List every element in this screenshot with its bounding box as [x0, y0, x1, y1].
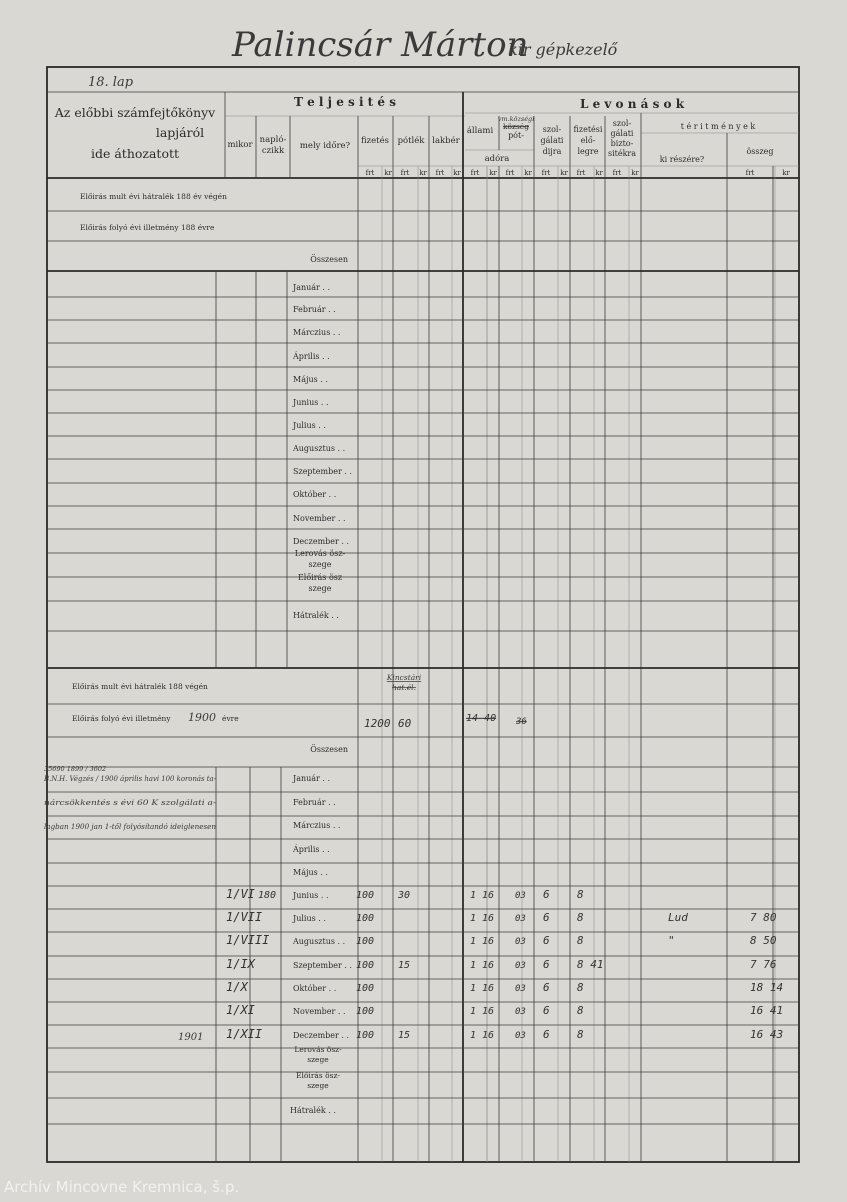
s2-month: November . . [293, 1007, 346, 1016]
unit-kr: kr [489, 169, 497, 177]
unit-kr: kr [560, 169, 568, 177]
col-mikor: mikor [227, 140, 253, 150]
col-fizetes: fizetés [361, 136, 389, 146]
s2-month: Május . . [293, 868, 328, 877]
s1-eloiras: Előirás ösz [297, 573, 343, 582]
col-bizt-4: sitékra [607, 149, 637, 158]
col-bizt-2: gálati [610, 129, 634, 138]
col-allami: állami [466, 126, 494, 136]
unit-kr: kr [384, 169, 392, 177]
entry-osszeg: 18 14 [750, 981, 784, 994]
col-ki-reszere: ki részére? [659, 155, 705, 164]
s2-month: Október . . [293, 984, 337, 993]
entry-allami: 1 16 [470, 936, 495, 947]
unit-frt: frt [541, 169, 551, 177]
year-mark: 1901 [178, 1032, 204, 1043]
entry-allami: 1 16 [470, 1030, 495, 1041]
entry-szolg: 6 [543, 1028, 550, 1041]
s2-lerovas: szege [307, 1055, 329, 1064]
entry-ki: " [668, 934, 675, 947]
entry-osszeg: 8 50 [750, 934, 777, 947]
stamp-1: Kincstári [386, 673, 422, 682]
header-levonasok: L e v o n á s o k [579, 97, 685, 111]
entry-kozsegi: 03 [515, 937, 526, 947]
s1-hatralek-label: Hátralék . . [293, 611, 339, 620]
entry-allami: 1 16 [470, 1006, 495, 1017]
col-kozsegi-3: pót- [508, 131, 524, 140]
entry-eloleg: 8 [577, 934, 584, 947]
col-kozsegi-1: vm.községi [497, 115, 535, 123]
s1-month: Január . . [293, 283, 331, 292]
entry-fizetes: 100 [356, 890, 375, 901]
entry-mikor: 1/VIII [226, 933, 270, 947]
s2-month: Márczius . . [293, 821, 341, 830]
entry-mikor: 1/VI [226, 887, 255, 901]
entry-eloleg: 8 [577, 888, 584, 901]
unit-frt: frt [365, 169, 375, 177]
col-bizt-1: szol- [612, 119, 632, 128]
entry-potlek: 15 [398, 960, 411, 971]
note-line-1: 35690 1899 / 3602 [44, 765, 107, 773]
s2-eloiras: szege [307, 1081, 329, 1090]
entry-fizetes: 100 [356, 936, 375, 947]
s2-evre: évre [222, 714, 239, 723]
s2-illetmeny: Előirás folyó évi illetmény [72, 714, 171, 723]
s2-osszesen: Összesen [310, 745, 348, 754]
entry-allami: 1 16 [470, 960, 495, 971]
unit-kr: kr [419, 169, 427, 177]
col-szolg-3: dijra [542, 147, 562, 156]
col-lakber: lakbér [432, 136, 460, 146]
entry-szolg: 6 [543, 911, 550, 924]
entry-eloleg: 8 [577, 1028, 584, 1041]
illetmeny-allami: 14 40 [466, 713, 497, 724]
entry-potlek: 15 [398, 1030, 411, 1041]
employee-role: kir gépkezelő [508, 40, 618, 59]
entry-fizetes: 100 [356, 1006, 375, 1017]
s1-eloiras: szege [308, 584, 332, 593]
s1-hatralek: Előirás mult évi hátralék 188 év végén [80, 192, 227, 201]
entry-szolg: 6 [543, 981, 550, 994]
unit-kr: kr [782, 169, 790, 177]
s1-month: Szeptember . . [293, 467, 352, 476]
s2-month: Julius . . [293, 914, 326, 923]
s2-month: Szeptember . . [293, 961, 352, 970]
s1-month-labels [292, 283, 352, 620]
s2-eloiras: Előirás ösz- [296, 1071, 340, 1080]
entry-mikor: 1/XII [226, 1027, 263, 1041]
illetmeny-fizetes: 1200 [364, 717, 391, 730]
unit-frt: frt [505, 169, 515, 177]
entry-osszeg: 16 43 [750, 1028, 784, 1041]
s2-hatralek-label: Hátralék . . [290, 1106, 336, 1115]
s2-month: Junius . . [293, 891, 329, 900]
entry-eloleg: 8 [577, 981, 584, 994]
entry-szolg: 6 [543, 888, 550, 901]
entry-szolg: 6 [543, 1004, 550, 1017]
entry-fizetes: 100 [356, 983, 375, 994]
s1-month: Április . . [293, 352, 330, 361]
unit-kr: kr [453, 169, 461, 177]
entry-fizetes: 100 [356, 960, 375, 971]
entry-allami: 1 16 [470, 913, 495, 924]
unit-kr: kr [595, 169, 603, 177]
employee-name: Palincsár Márton [232, 25, 529, 65]
s1-osszesen: Összesen [310, 255, 348, 264]
col-potlek: pótlék [397, 136, 425, 146]
s1-month: Deczember . . [293, 537, 350, 546]
entry-eloleg: 8 [577, 911, 584, 924]
s2-month: Deczember . . [293, 1031, 350, 1040]
note-line-3: nárcsökkentés s évi 60 K szolgálati a- [44, 798, 217, 807]
entry-osszeg: 7 76 [750, 958, 777, 971]
entry-naplo: 180 [258, 890, 277, 901]
entry-mikor: 1/X [226, 980, 248, 994]
s1-month: Február . . [293, 305, 336, 314]
col-eloleg-1: fizetési [573, 125, 603, 134]
entry-mikor: 1/VII [226, 910, 263, 924]
s2-month: Február . . [293, 798, 336, 807]
ledger-grid [47, 92, 799, 1162]
s1-lerovas: szege [308, 560, 332, 569]
entry-mikor: 1/XI [226, 1003, 255, 1017]
s2-lerovas: Lerovás ösz- [294, 1045, 342, 1054]
note-line-4: lagban 1900 jan 1-től folyósítandó ideiglenesen [44, 822, 217, 831]
entry-eloleg: 8 [577, 1004, 584, 1017]
unit-frt: frt [400, 169, 410, 177]
entry-mikor: 1/IX [226, 957, 255, 971]
entry-szolg: 6 [543, 934, 550, 947]
unit-frt: frt [745, 169, 755, 177]
s2-month: Január . . [293, 774, 331, 783]
entry-potlek: 30 [398, 890, 411, 901]
entry-kozsegi: 03 [515, 1031, 526, 1041]
s1-month: November . . [293, 514, 346, 523]
header-left-line3: ide áthozatott [90, 146, 180, 161]
s2-year: 1900 [188, 711, 216, 724]
entry-kozsegi: 03 [515, 1007, 526, 1017]
illetmeny-kozsegi: 36 [516, 717, 527, 727]
entry-fizetes: 100 [356, 913, 375, 924]
entry-szolg: 6 [543, 958, 550, 971]
col-bizt-3: bizto- [610, 139, 634, 148]
entry-osszeg: 7 80 [750, 911, 777, 924]
col-eloleg-2: elő- [580, 136, 596, 145]
s1-month: Augusztus . . [293, 444, 346, 453]
unit-frt: frt [612, 169, 622, 177]
s2-month-labels [290, 774, 352, 1115]
header-left-line1: Az előbbi számfejtőkönyv [54, 105, 216, 120]
lap-number: 18. lap [88, 75, 134, 90]
s1-month: Május . . [293, 375, 328, 384]
stamp-2: hat.él. [392, 683, 416, 692]
entry-osszeg: 16 41 [750, 1004, 784, 1017]
s2-month: Április . . [293, 845, 330, 854]
unit-frt: frt [435, 169, 445, 177]
entry-allami: 1 16 [470, 890, 495, 901]
col-naplo-2: czikk [261, 146, 285, 156]
unit-frt: frt [470, 169, 480, 177]
entry-kozsegi: 03 [515, 914, 526, 924]
unit-frt: frt [576, 169, 586, 177]
unit-kr: kr [631, 169, 639, 177]
archive-watermark: Archív Mincovne Kremnica, š.p. [4, 1178, 240, 1196]
col-eloleg-3: legre [577, 147, 599, 156]
header-teritmenyek: t é r i t m é n y e k [680, 122, 756, 131]
illetmeny-potlek: 60 [398, 717, 412, 730]
s1-month: Julius . . [293, 421, 326, 430]
col-kozsegi-2: község [502, 122, 530, 131]
col-osszeg: összeg [746, 147, 774, 156]
col-naplo-1: napló- [259, 135, 287, 145]
s2-hatralek: Előirás mult évi hátralék 188 végén [72, 682, 208, 691]
col-szolg-1: szol- [542, 125, 562, 134]
header-left-line2: lapjáról [155, 125, 205, 140]
entry-fizetes: 100 [356, 1030, 375, 1041]
entry-allami: 1 16 [470, 983, 495, 994]
col-szolg-2: gálati [540, 136, 564, 145]
unit-kr: kr [524, 169, 532, 177]
note-line-2: B.N.H. Végzés / 1900 április havi 100 koronás ta- [43, 774, 217, 783]
s1-month: Márczius . . [293, 328, 341, 337]
s1-month: Október . . [293, 490, 337, 499]
s1-illetmeny: Előirás folyó évi illetmény 188 évre [80, 223, 215, 232]
entry-kozsegi: 03 [515, 961, 526, 971]
header-teljesites: T e l j e s i t é s [294, 95, 396, 109]
entry-ki: Lud [668, 911, 688, 924]
s1-lerovas: Lerovás ösz- [294, 549, 346, 558]
col-adora: adóra [484, 154, 510, 164]
entry-kozsegi: 03 [515, 891, 526, 901]
s1-month: Junius . . [293, 398, 329, 407]
entry-kozsegi: 03 [515, 984, 526, 994]
entry-eloleg: 8 41 [577, 958, 604, 971]
col-mely-idore: mely időre? [299, 141, 351, 151]
s2-month: Augusztus . . [293, 937, 346, 946]
